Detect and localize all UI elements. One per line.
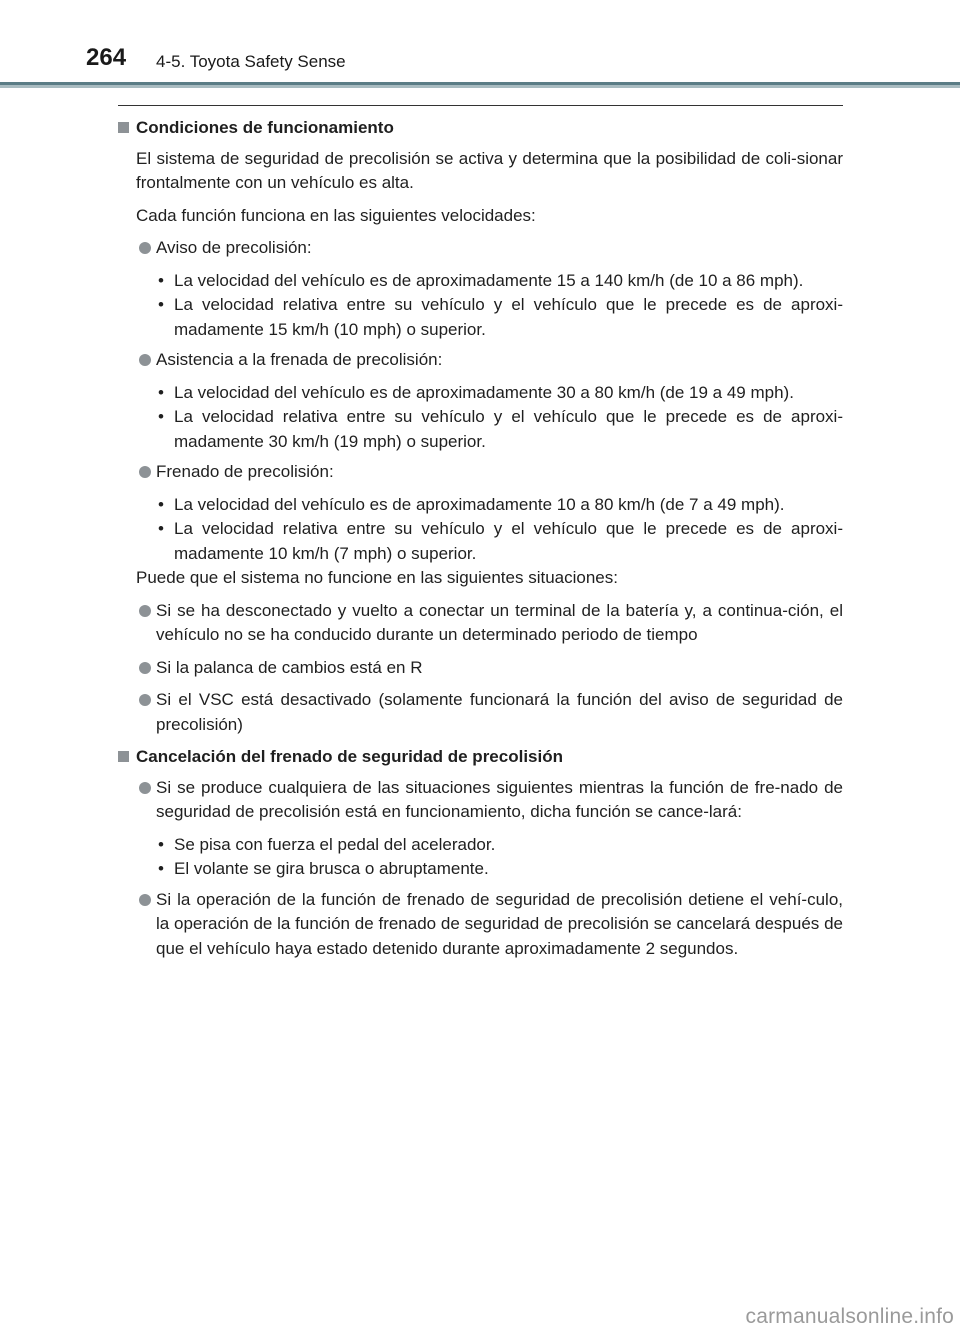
section-heading: Cancelación del frenado de seguridad de precolisión	[118, 745, 843, 770]
circle-bullet-icon	[139, 782, 151, 794]
sub-list-item: • Se pisa con fuerza el pedal del acelerador.	[158, 834, 496, 854]
list-item: Si la operación de la función de frenado de seguridad de precolisión detiene el vehí-culo, la operación de la función de frenado de seguridad de precolisión se cancelará después de que el vehículo haya estado detenido durante aproximadamente 2 segundos.	[118, 888, 843, 962]
sub-list-item: • La velocidad relativa entre su vehículo y el vehículo que le precede es de aproxi-madamente 10 km/h (7 mph) o superior.	[158, 519, 843, 563]
list-item: Aviso de precolisión:	[118, 236, 843, 261]
circle-bullet-icon	[139, 694, 151, 706]
square-bullet-icon	[118, 122, 129, 133]
circle-bullet-icon	[139, 605, 151, 617]
sub-list	[118, 833, 843, 882]
circle-bullet-icon	[139, 354, 151, 366]
list-item: Si se produce cualquiera de las situaciones siguientes mientras la función de fre-nado de seguridad de precolisión está en funcionamiento, dicha función se cance-lará:	[118, 776, 843, 825]
paragraph: Puede que el sistema no funcione en las siguientes situaciones:	[136, 568, 618, 587]
top-divider	[118, 105, 843, 106]
circle-bullet-icon	[139, 242, 151, 254]
paragraph: El sistema de seguridad de precolisión se activa y determina que la posibilidad de coli-sionar frontalmente con un vehículo es alta.	[136, 148, 843, 192]
circle-bullet-icon	[139, 894, 151, 906]
sub-list-item: • La velocidad del vehículo es de aproximadamente 30 a 80 km/h (de 19 a 49 mph).	[158, 382, 794, 402]
sub-list	[118, 269, 843, 343]
sub-list-item: • La velocidad del vehículo es de aproximadamente 10 a 80 km/h (de 7 a 49 mph).	[158, 494, 785, 514]
square-bullet-icon	[118, 751, 129, 762]
watermark: carmanualsonline.info	[745, 1305, 954, 1328]
list-item: Si el VSC está desactivado (solamente funcionará la función del aviso de seguridad de precolisión)	[118, 688, 843, 737]
sub-list	[118, 493, 843, 567]
circle-bullet-icon	[139, 466, 151, 478]
section-heading: Condiciones de funcionamiento	[118, 116, 843, 141]
header-band	[0, 82, 960, 88]
circle-bullet-icon	[139, 662, 151, 674]
list-item: Si la palanca de cambios está en R	[118, 656, 843, 681]
paragraph: Cada función funciona en las siguientes velocidades:	[136, 205, 536, 225]
list-item: Frenado de precolisión:	[118, 460, 843, 485]
sub-list-item: • La velocidad relativa entre su vehículo y el vehículo que le precede es de aproxi-madamente 15 km/h (10 mph) o superior.	[158, 295, 843, 339]
sub-list-item: • El volante se gira brusca o abruptamente.	[158, 859, 489, 878]
page-number: 264	[86, 44, 127, 71]
page-header	[0, 0, 960, 86]
list-item: Si se ha desconectado y vuelto a conectar un terminal de la batería y, a continua-ción, el vehículo no se ha conducido durante un determinado periodo de tiempo	[118, 599, 843, 648]
sub-list-item: • La velocidad relativa entre su vehículo y el vehículo que le precede es de aproxi-madamente 30 km/h (19 mph) o superior.	[158, 407, 843, 451]
sub-list	[118, 381, 843, 455]
list-item: Asistencia a la frenada de precolisión:	[118, 348, 843, 373]
document-body	[118, 116, 843, 969]
sub-list-item: • La velocidad del vehículo es de aproximadamente 15 a 140 km/h (de 10 a 86 mph).	[158, 270, 804, 290]
section-title: 4-5. Toyota Safety Sense	[156, 52, 346, 71]
